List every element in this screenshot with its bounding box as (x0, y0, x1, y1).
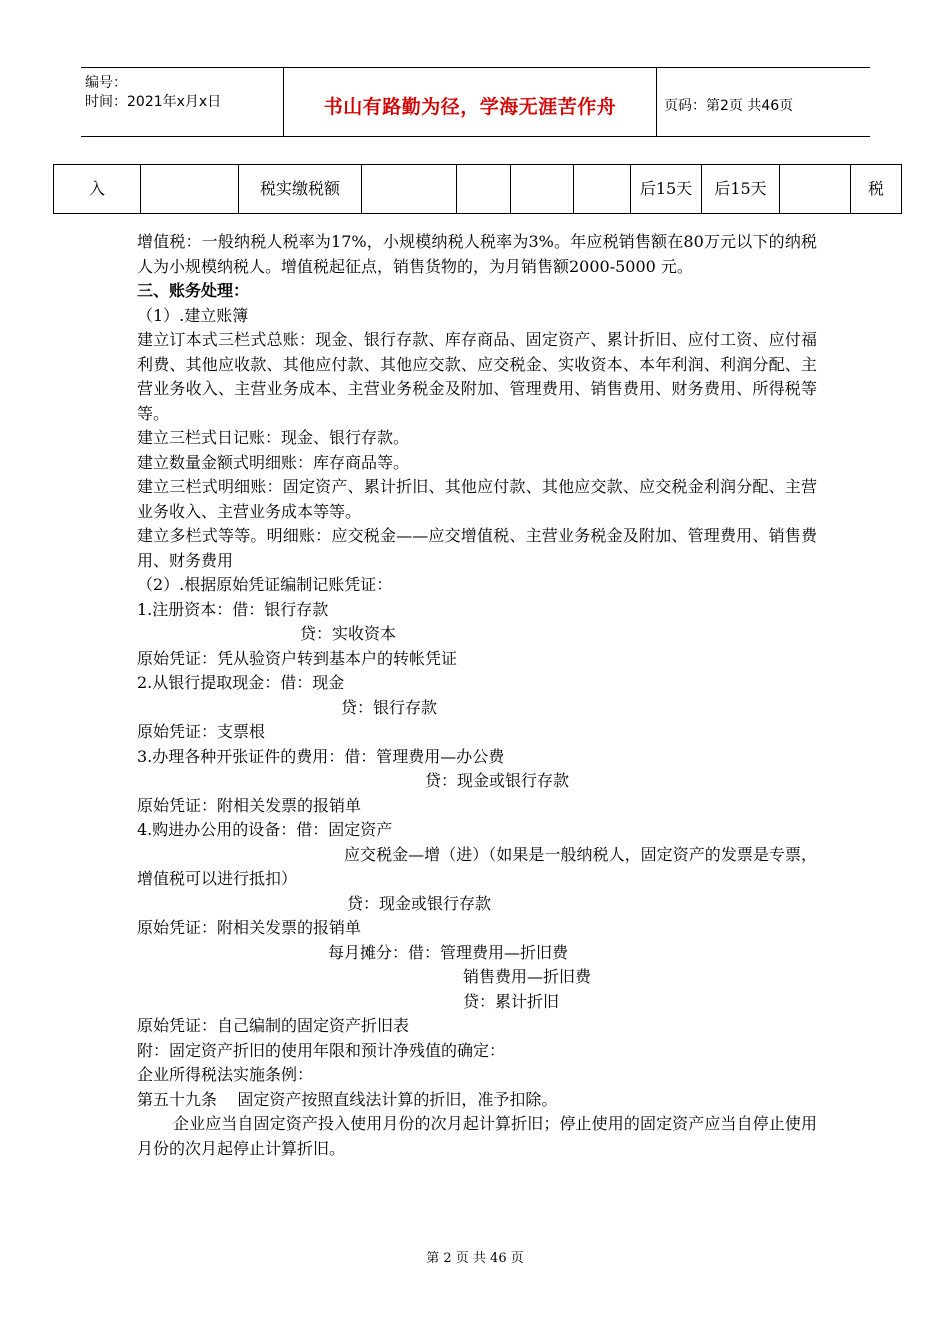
source-doc-line: 原始凭证：支票根 (137, 722, 266, 741)
entry-line: 4.购进办公用的设备：借：固定资产 (137, 820, 393, 839)
entry-line: 1.注册资本：借：银行存款 (137, 599, 329, 619)
table-cell (141, 165, 239, 214)
entry-line: 每月摊分：借：管理费用—折旧费 (328, 942, 569, 962)
source-doc-line: 原始凭证：自己编制的固定资产折旧表 (137, 1016, 410, 1035)
vat-paragraph: 增值税：一般纳税人税率为17%，小规模纳税人税率为3%。年应税销售额在80万元以下的纳税人为小规模纳税人。增值税起征点，销售货物的，为月销售额2000-5000 元。 (137, 232, 817, 276)
paragraph: 建立订本式三栏式总账：现金、银行存款、库存商品、固定资产、累计折旧、应付工资、应付福利费、其他应收款、其他应付款、其他应交款、应交税金、实收资本、本年利润、利润分配、主营业务收入、主营业务成本、主营业务税金及附加、管理费用、销售费用、财务费用、所得税等等。 (137, 330, 817, 423)
table-cell (511, 165, 574, 214)
table-cell (362, 165, 457, 214)
table-cell: 税实缴税额 (239, 165, 362, 214)
paragraph: 附：固定资产折旧的使用年限和预计净残值的确定： (137, 1040, 506, 1060)
source-doc-line: 原始凭证：附相关发票的报销单 (137, 795, 362, 815)
date-label: 时间：2021年x月x日 (85, 94, 222, 110)
entry-line: 贷：现金或银行存款 (347, 893, 492, 913)
table-cell: 入 (54, 165, 141, 214)
tax-table-fragment (53, 164, 902, 214)
entry-line: 3.办理各种开张证件的费用：借：管理费用—办公费 (137, 746, 505, 766)
page-footer: 第 2 页 共 46 页 (426, 1251, 524, 1266)
paragraph: 建立三栏式日记账：现金、银行存款。 (137, 428, 410, 447)
table-cell (780, 165, 851, 214)
header-divider (283, 68, 284, 136)
paragraph: 建立数量金额式明细账：库存商品等。 (137, 452, 410, 472)
paragraph: 企业所得税法实施条例： (137, 1065, 314, 1084)
number-label: 编号： (85, 75, 127, 91)
table-cell: 后15天 (631, 165, 702, 214)
section-heading: 三、账务处理： (137, 281, 250, 300)
source-doc-line: 原始凭证：凭从验资户转到基本户的转帐凭证 (137, 648, 458, 668)
document-body (137, 230, 817, 1161)
table-cell: 后15天 (702, 165, 780, 214)
paragraph: 建立三栏式明细账：固定资产、累计折旧、其他应付款、其他应交款、应交税金利润分配、主营业务收入、主营业务成本等等。 (137, 477, 817, 521)
paragraph: 建立多栏式等等。明细账：应交税金——应交增值税、主营业务税金及附加、管理费用、销售费用、财务费用 (137, 526, 817, 570)
header-motto: 书山有路勤为径，学海无涯苦作舟 (323, 96, 617, 118)
article-line: 第五十九条 固定资产按照直线法计算的折旧，准予扣除。 (137, 1089, 558, 1109)
page-header (81, 67, 870, 137)
entry-line: 应交税金—增（进）（如果是一般纳税人，固定资产的发票是专票，增值税可以进行抵扣） (137, 844, 817, 888)
entry-line: 销售费用—折旧费 (463, 967, 592, 986)
table-cell: 税 (851, 165, 902, 214)
header-page-number: 页码：第2页 共46页 (664, 98, 794, 114)
header-divider (656, 68, 657, 136)
entry-line: 2.从银行提取现金：借：现金 (137, 673, 345, 692)
subsection-heading: （1）.建立账簿 (137, 305, 249, 325)
table-row (54, 165, 902, 214)
entry-line: 贷：银行存款 (341, 697, 438, 717)
subsection-heading: （2）.根据原始凭证编制记账凭证： (137, 575, 393, 594)
entry-line: 贷：实收资本 (300, 624, 397, 643)
paragraph: 企业应当自固定资产投入使用月份的次月起计算折旧；停止使用的固定资产应当自停止使用月份的次月起停止计算折旧。 (137, 1114, 817, 1158)
entry-line: 贷：累计折旧 (463, 991, 560, 1011)
table-cell (457, 165, 511, 214)
source-doc-line: 原始凭证：附相关发票的报销单 (137, 918, 362, 937)
table-cell (574, 165, 631, 214)
header-meta (85, 74, 221, 112)
entry-line: 贷：现金或银行存款 (425, 771, 570, 790)
